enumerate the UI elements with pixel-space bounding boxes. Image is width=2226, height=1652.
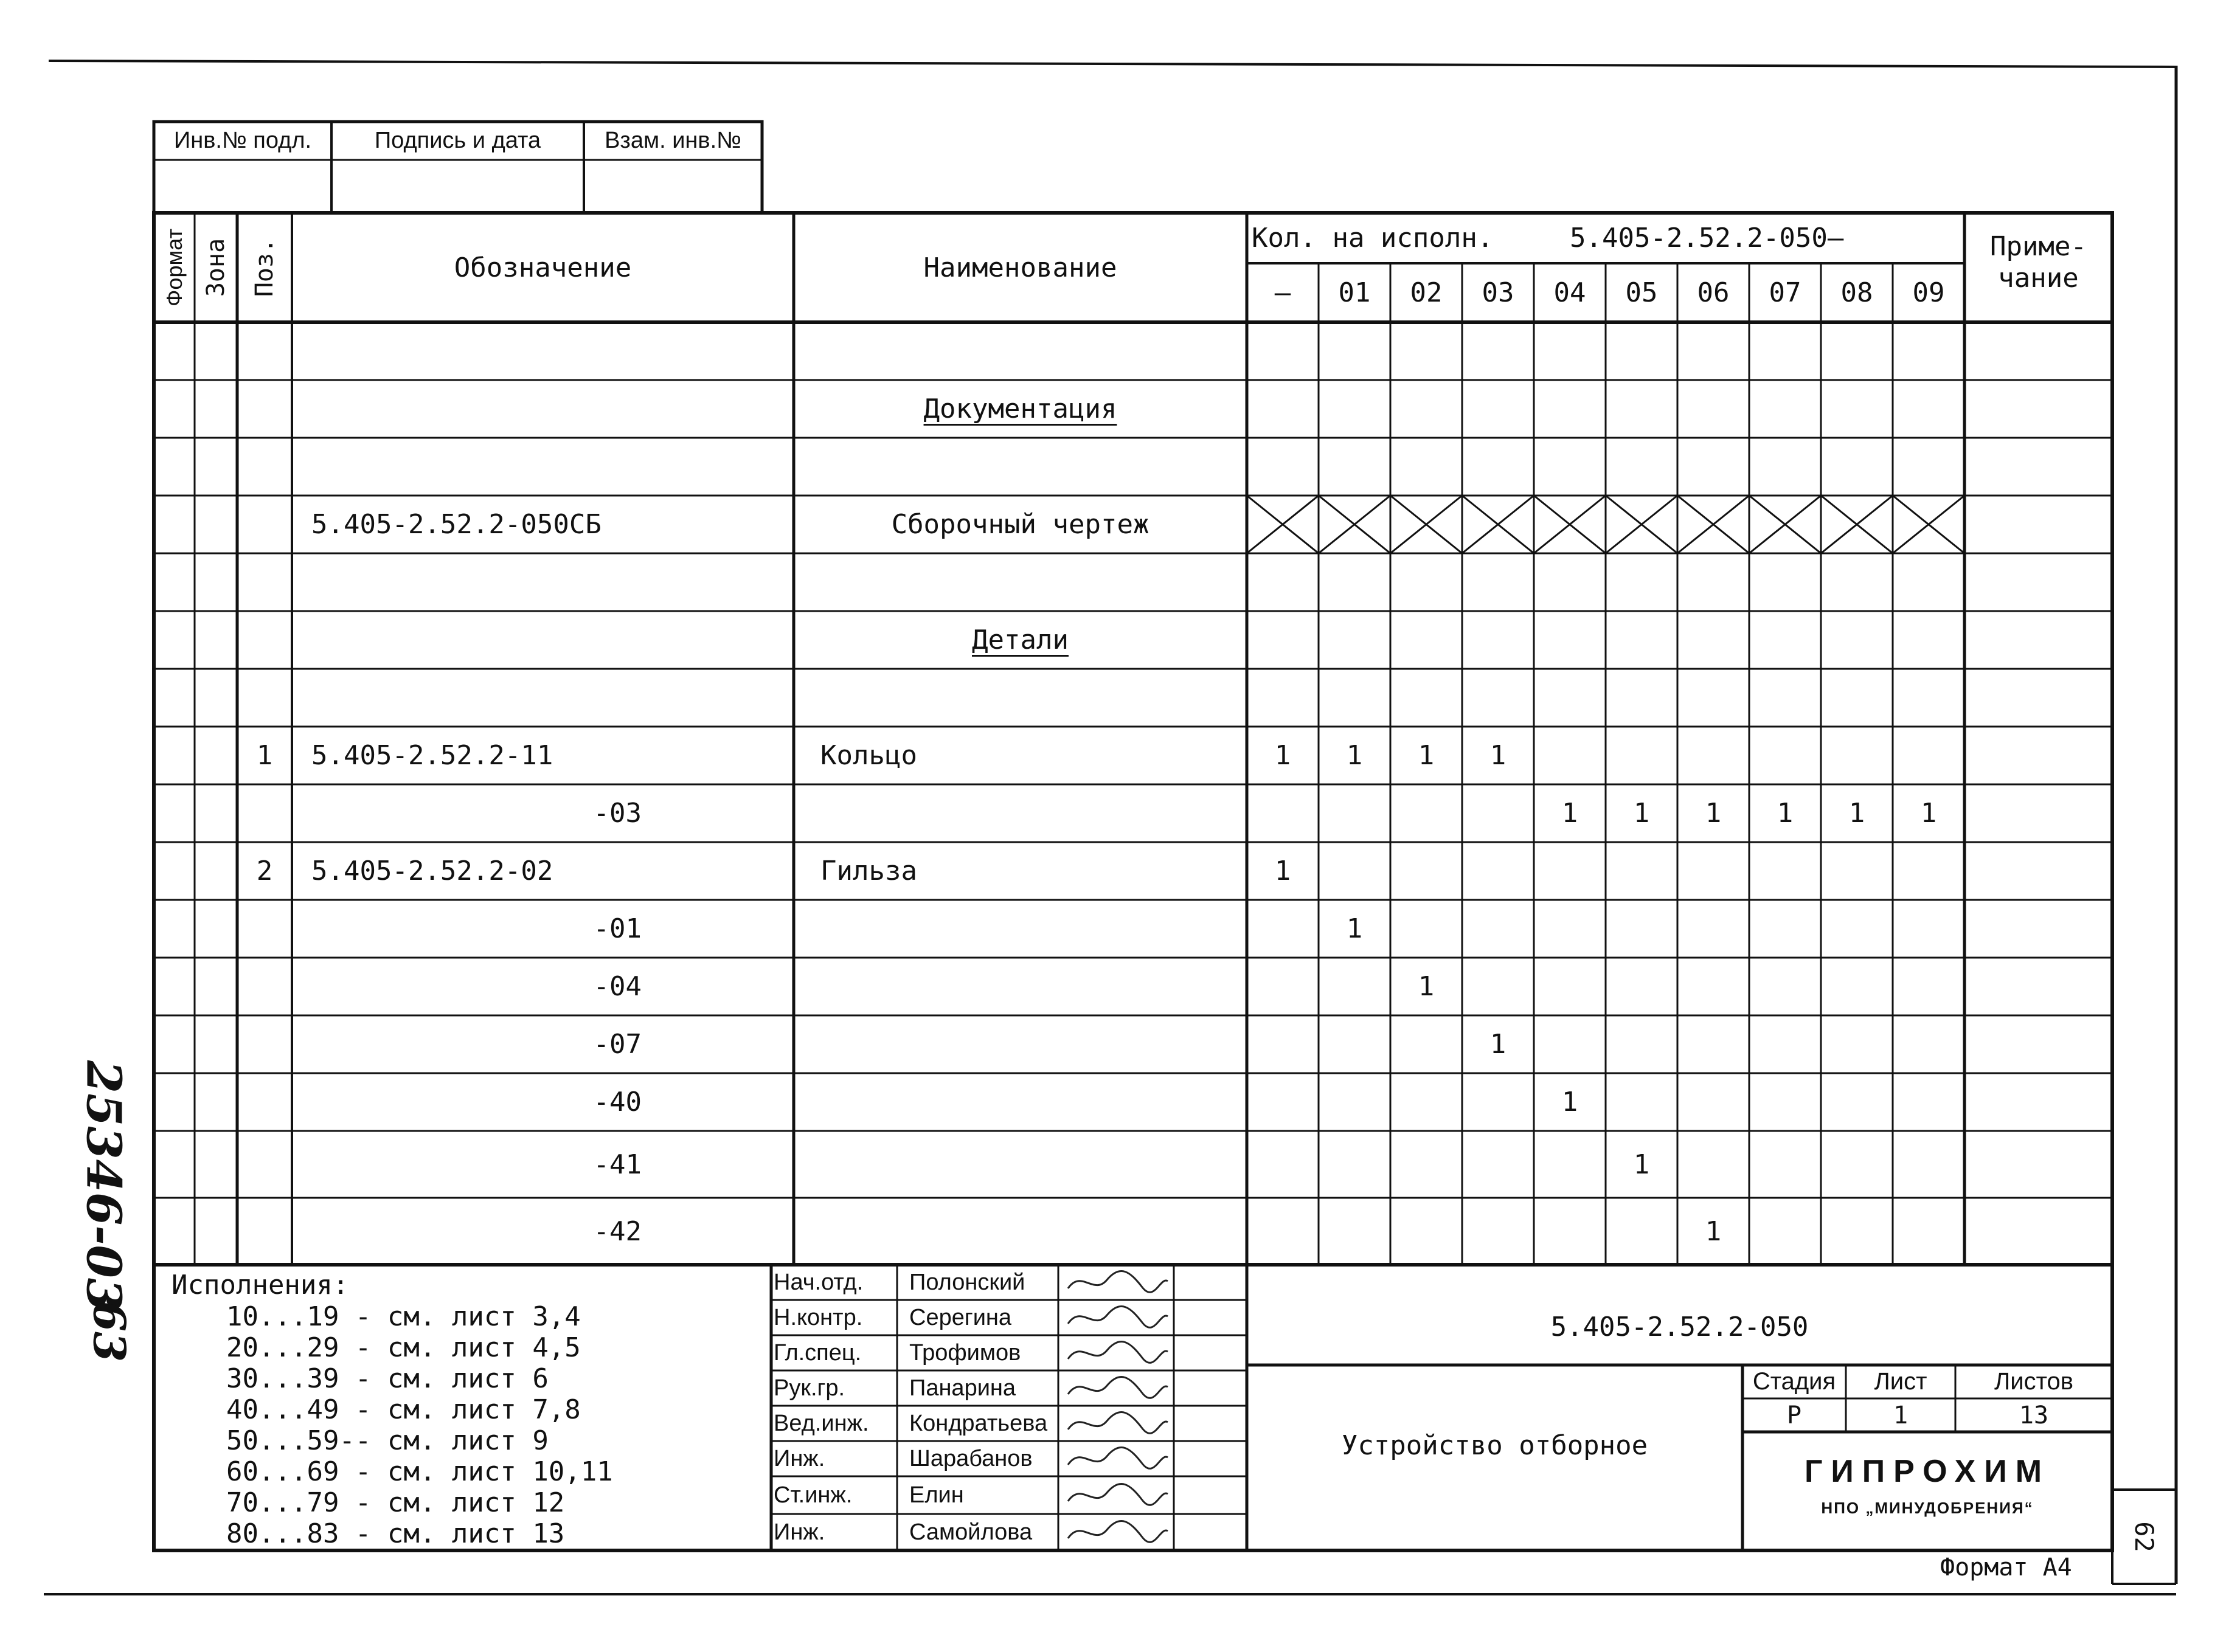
row-qty-cell bbox=[1462, 380, 1534, 438]
row-qty-cell bbox=[1319, 553, 1390, 611]
row-qty-cell bbox=[1749, 900, 1821, 958]
kol-header-label: Кол. на исполн. bbox=[1252, 223, 1494, 254]
row-qty-cell bbox=[1606, 1073, 1677, 1131]
ispolneniya-line: 50...59-- см. лист 9 bbox=[226, 1425, 549, 1456]
row-qty-cell bbox=[1893, 842, 1964, 900]
signature-mark bbox=[1063, 1408, 1173, 1439]
row-qty-cell bbox=[1749, 669, 1821, 727]
variant-header-09: 09 bbox=[1912, 277, 1945, 308]
row-qty-cell bbox=[1247, 322, 1319, 380]
row-qty-cell bbox=[1462, 900, 1534, 958]
row-qty-cell bbox=[1462, 1131, 1534, 1198]
row-qty-cell bbox=[1462, 611, 1534, 669]
row-qty-cell bbox=[1677, 842, 1749, 900]
signature-name: Серегина bbox=[909, 1304, 1012, 1330]
row-oboznachenie bbox=[292, 553, 794, 611]
row-qty-cell bbox=[1606, 1015, 1677, 1073]
row-qty-cell: 1 bbox=[1705, 1215, 1722, 1247]
row-qty-cell bbox=[1749, 438, 1821, 496]
row-qty-cell bbox=[1534, 900, 1606, 958]
row-qty-cell bbox=[1749, 611, 1821, 669]
row-naimenovanie bbox=[794, 669, 1247, 727]
row-qty-cell bbox=[1390, 380, 1462, 438]
row-qty-cell: 1 bbox=[1346, 740, 1363, 771]
row-qty-cell bbox=[1893, 958, 1964, 1015]
row-qty-cell bbox=[1749, 380, 1821, 438]
row-qty-cell bbox=[1821, 496, 1893, 553]
row-qty-cell bbox=[1606, 842, 1677, 900]
poz-header bbox=[237, 213, 292, 322]
primechanie-header bbox=[1964, 231, 2112, 294]
row-oboznachenie: -40 bbox=[593, 1087, 642, 1118]
row-qty-cell bbox=[1821, 1015, 1893, 1073]
row-naimenovanie bbox=[794, 958, 1247, 1015]
row-naimenovanie bbox=[794, 322, 1247, 380]
row-poz bbox=[237, 496, 292, 553]
row-qty-cell bbox=[1606, 322, 1677, 380]
ispolneniya-line: 40...49 - см. лист 7,8 bbox=[226, 1394, 581, 1425]
row-qty-cell bbox=[1390, 784, 1462, 842]
row-poz bbox=[237, 669, 292, 727]
row-qty-cell bbox=[1534, 322, 1606, 380]
row-qty-cell: 1 bbox=[1920, 798, 1937, 829]
handwritten-code: 25346-03 bbox=[75, 1060, 131, 1312]
row-qty-cell bbox=[1893, 322, 1964, 380]
variant-header-03: 03 bbox=[1482, 277, 1514, 308]
row-qty-cell bbox=[1247, 900, 1319, 958]
row-qty-cell bbox=[1319, 438, 1390, 496]
primechanie-label-2: чание bbox=[1998, 263, 2079, 294]
row-qty-cell bbox=[1319, 842, 1390, 900]
row-qty-cell bbox=[1390, 1198, 1462, 1265]
row-qty-cell bbox=[1821, 1198, 1893, 1265]
row-poz: 2 bbox=[256, 855, 273, 886]
row-qty-cell bbox=[1247, 553, 1319, 611]
row-poz bbox=[237, 553, 292, 611]
row-qty-cell bbox=[1462, 958, 1534, 1015]
signature-mark bbox=[1063, 1302, 1173, 1333]
row-qty-cell bbox=[1247, 1131, 1319, 1198]
signature-role: Инж. bbox=[774, 1445, 825, 1471]
signature-role: Инж. bbox=[774, 1519, 825, 1545]
signature-name: Елин bbox=[909, 1482, 964, 1508]
row-qty-cell bbox=[1462, 842, 1534, 900]
variant-header-06: 06 bbox=[1697, 277, 1730, 308]
zona-header bbox=[195, 213, 237, 322]
primechanie-label-1: Приме- bbox=[1990, 231, 2087, 262]
row-poz: 1 bbox=[256, 740, 273, 771]
podpis-label: Подпись и дата bbox=[374, 128, 541, 153]
signature-mark bbox=[1063, 1443, 1173, 1474]
row-qty-cell bbox=[1749, 958, 1821, 1015]
row-oboznachenie: -41 bbox=[593, 1149, 642, 1180]
row-qty-cell bbox=[1606, 380, 1677, 438]
variant-header-02: 02 bbox=[1410, 277, 1443, 308]
row-qty-cell bbox=[1749, 1131, 1821, 1198]
row-qty-cell bbox=[1319, 1198, 1390, 1265]
row-qty-cell bbox=[1677, 669, 1749, 727]
listov-value: 13 bbox=[2019, 1401, 2049, 1429]
row-qty-cell bbox=[1319, 1015, 1390, 1073]
row-qty-cell bbox=[1749, 1198, 1821, 1265]
row-qty-cell: 1 bbox=[1418, 971, 1435, 1002]
naimenovanie-header: Наименование bbox=[923, 252, 1117, 283]
row-qty-cell: 1 bbox=[1418, 740, 1435, 771]
variant-header-07: 07 bbox=[1769, 277, 1801, 308]
signature-role: Вед.инж. bbox=[774, 1410, 869, 1436]
row-qty-cell bbox=[1390, 1131, 1462, 1198]
row-qty-cell bbox=[1821, 438, 1893, 496]
row-oboznachenie: -03 bbox=[593, 798, 642, 829]
row-qty-cell bbox=[1390, 438, 1462, 496]
stadiya-value: Р bbox=[1786, 1401, 1802, 1429]
row-qty-cell: 1 bbox=[1489, 1029, 1507, 1060]
row-qty-cell bbox=[1677, 900, 1749, 958]
row-qty-cell bbox=[1534, 669, 1606, 727]
ispolneniya-line: 20...29 - см. лист 4,5 bbox=[226, 1332, 581, 1363]
ispolneniya-line: 70...79 - см. лист 12 bbox=[226, 1487, 565, 1518]
row-qty-cell bbox=[1677, 727, 1749, 784]
row-qty-cell bbox=[1821, 727, 1893, 784]
row-naimenovanie bbox=[794, 1015, 1247, 1073]
row-poz bbox=[237, 1073, 292, 1131]
row-qty-cell bbox=[1749, 553, 1821, 611]
row-qty-cell bbox=[1893, 380, 1964, 438]
row-poz bbox=[237, 958, 292, 1015]
row-qty-cell bbox=[1749, 1015, 1821, 1073]
row-qty-cell: 1 bbox=[1561, 1087, 1578, 1118]
row-qty-cell bbox=[1247, 958, 1319, 1015]
row-qty-cell bbox=[1677, 496, 1749, 553]
row-qty-cell bbox=[1821, 900, 1893, 958]
stadiya-label: Стадия bbox=[1752, 1368, 1836, 1395]
doc-code: 5.405-2.52.2-050 bbox=[1550, 1312, 1809, 1343]
row-qty-cell bbox=[1606, 958, 1677, 1015]
row-oboznachenie: -42 bbox=[593, 1215, 642, 1247]
row-qty-cell bbox=[1319, 380, 1390, 438]
row-qty-cell bbox=[1319, 611, 1390, 669]
row-qty-cell bbox=[1462, 669, 1534, 727]
row-qty-cell bbox=[1893, 553, 1964, 611]
row-qty-cell bbox=[1390, 553, 1462, 611]
row-qty-cell bbox=[1606, 669, 1677, 727]
signature-role: Н.контр. bbox=[774, 1304, 863, 1330]
poz-label: Поз. bbox=[251, 238, 279, 297]
format-label: Формат bbox=[161, 229, 187, 306]
ispolneniya-list bbox=[226, 1301, 613, 1549]
row-qty-cell bbox=[1462, 1198, 1534, 1265]
row-qty-cell bbox=[1606, 438, 1677, 496]
row-oboznachenie: -04 bbox=[593, 971, 642, 1002]
vzam-label: Взам. инв.№ bbox=[605, 128, 741, 153]
variant-header-05: 05 bbox=[1625, 277, 1658, 308]
row-qty-cell bbox=[1534, 380, 1606, 438]
signature-role: Ст.инж. bbox=[774, 1482, 853, 1508]
row-oboznachenie: 5.405-2.52.2-02 bbox=[311, 855, 553, 886]
row-qty-cell bbox=[1677, 611, 1749, 669]
ispolneniya-line: 80...83 - см. лист 13 bbox=[226, 1518, 565, 1549]
doc-name: Устройство отборное bbox=[1341, 1430, 1648, 1461]
row-oboznachenie bbox=[292, 380, 794, 438]
row-qty-cell bbox=[1677, 380, 1749, 438]
row-qty-cell bbox=[1462, 553, 1534, 611]
row-qty-cell bbox=[1749, 322, 1821, 380]
row-qty-cell: 1 bbox=[1633, 1149, 1650, 1180]
row-naimenovanie bbox=[794, 438, 1247, 496]
row-qty-cell bbox=[1247, 496, 1319, 553]
variant-header-01: 01 bbox=[1338, 277, 1371, 308]
row-qty-cell bbox=[1319, 1073, 1390, 1131]
row-qty-cell bbox=[1677, 1015, 1749, 1073]
row-poz bbox=[237, 784, 292, 842]
row-qty-cell bbox=[1749, 727, 1821, 784]
row-qty-cell: 1 bbox=[1274, 855, 1291, 886]
row-qty-cell bbox=[1390, 842, 1462, 900]
row-qty-cell bbox=[1319, 1131, 1390, 1198]
listov-label: Листов bbox=[1994, 1368, 2073, 1395]
row-qty-cell bbox=[1247, 380, 1319, 438]
row-qty-cell bbox=[1390, 669, 1462, 727]
row-naimenovanie: Документация bbox=[923, 393, 1117, 424]
row-naimenovanie: Гильза bbox=[820, 855, 917, 886]
page-number-box bbox=[2112, 1490, 2176, 1584]
row-qty-cell: 1 bbox=[1274, 740, 1291, 771]
row-qty-cell: 1 bbox=[1489, 740, 1507, 771]
oboznachenie-header: Обозначение bbox=[454, 252, 632, 283]
row-oboznachenie bbox=[292, 611, 794, 669]
row-oboznachenie bbox=[292, 322, 794, 380]
row-qty-cell bbox=[1893, 1198, 1964, 1265]
ispolneniya-line: 60...69 - см. лист 10,11 bbox=[226, 1456, 613, 1487]
row-qty-cell: 1 bbox=[1848, 798, 1865, 829]
row-poz bbox=[237, 611, 292, 669]
row-qty-cell bbox=[1677, 322, 1749, 380]
row-qty-cell: 1 bbox=[1705, 798, 1722, 829]
row-qty-cell bbox=[1677, 958, 1749, 1015]
signature-mark bbox=[1063, 1478, 1173, 1512]
signature-mark bbox=[1063, 1337, 1173, 1369]
row-qty-cell bbox=[1893, 1015, 1964, 1073]
signature-mark bbox=[1063, 1372, 1173, 1404]
row-qty-cell bbox=[1534, 611, 1606, 669]
kol-header-code: 5.405-2.52.2-050– bbox=[1570, 223, 1844, 254]
row-naimenovanie bbox=[794, 1073, 1247, 1131]
variant-header-08: 08 bbox=[1840, 277, 1873, 308]
row-qty-cell bbox=[1319, 322, 1390, 380]
row-qty-cell bbox=[1247, 1073, 1319, 1131]
row-qty-cell bbox=[1247, 611, 1319, 669]
row-qty-cell bbox=[1606, 900, 1677, 958]
row-oboznachenie: 5.405-2.52.2-11 bbox=[311, 740, 553, 771]
row-qty-cell bbox=[1893, 900, 1964, 958]
row-qty-cell bbox=[1247, 669, 1319, 727]
signature-name: Панарина bbox=[909, 1375, 1016, 1401]
row-qty-cell bbox=[1749, 496, 1821, 553]
signature-mark bbox=[1063, 1516, 1173, 1549]
list-value: 1 bbox=[1893, 1401, 1909, 1429]
row-oboznachenie bbox=[292, 669, 794, 727]
row-qty-cell bbox=[1247, 1015, 1319, 1073]
list-label: Лист bbox=[1874, 1368, 1927, 1395]
signature-name: Кондратьева bbox=[909, 1410, 1048, 1436]
row-qty-cell: 1 bbox=[1346, 913, 1363, 944]
row-qty-cell bbox=[1893, 727, 1964, 784]
zona-label: Зона bbox=[202, 238, 231, 297]
row-qty-cell bbox=[1534, 958, 1606, 1015]
row-qty-cell bbox=[1893, 1073, 1964, 1131]
row-qty-cell bbox=[1821, 380, 1893, 438]
row-poz bbox=[237, 1131, 292, 1198]
row-qty-cell: 1 bbox=[1561, 798, 1578, 829]
row-poz bbox=[237, 380, 292, 438]
row-qty-cell bbox=[1606, 727, 1677, 784]
row-qty-cell bbox=[1247, 438, 1319, 496]
row-qty-cell bbox=[1677, 1131, 1749, 1198]
row-qty-cell bbox=[1606, 1198, 1677, 1265]
row-poz bbox=[237, 900, 292, 958]
row-qty-cell bbox=[1534, 496, 1606, 553]
signature-name: Трофимов bbox=[909, 1339, 1021, 1366]
format-footer: Формат А4 bbox=[1940, 1554, 2072, 1581]
row-qty-cell bbox=[1319, 669, 1390, 727]
row-qty-cell bbox=[1606, 496, 1677, 553]
row-qty-cell bbox=[1893, 438, 1964, 496]
row-qty-cell bbox=[1821, 1073, 1893, 1131]
row-qty-cell bbox=[1390, 1015, 1462, 1073]
page-number: 62 bbox=[2129, 1521, 2159, 1552]
signature-name: Шарабанов bbox=[909, 1445, 1033, 1471]
row-qty-cell bbox=[1821, 611, 1893, 669]
row-qty-cell bbox=[1893, 1131, 1964, 1198]
row-qty-cell bbox=[1606, 553, 1677, 611]
row-naimenovanie bbox=[794, 900, 1247, 958]
row-naimenovanie: Сборочный чертеж bbox=[891, 509, 1149, 540]
row-qty-cell bbox=[1390, 611, 1462, 669]
row-qty-cell bbox=[1821, 842, 1893, 900]
signature-role: Рук.гр. bbox=[774, 1375, 845, 1401]
row-qty-cell bbox=[1390, 322, 1462, 380]
row-qty-cell bbox=[1462, 322, 1534, 380]
row-naimenovanie bbox=[794, 1131, 1247, 1198]
row-qty-cell bbox=[1247, 784, 1319, 842]
row-qty-cell bbox=[1534, 438, 1606, 496]
format-header bbox=[154, 213, 195, 322]
row-qty-cell bbox=[1893, 669, 1964, 727]
row-naimenovanie bbox=[794, 1198, 1247, 1265]
row-oboznachenie bbox=[292, 438, 794, 496]
row-qty-cell bbox=[1821, 1131, 1893, 1198]
ispolneniya-line: 10...19 - см. лист 3,4 bbox=[226, 1301, 581, 1332]
signature-role: Гл.спец. bbox=[774, 1339, 862, 1366]
org-name: ГИПРОХИМ bbox=[1804, 1454, 2051, 1489]
row-poz bbox=[237, 438, 292, 496]
row-qty-cell bbox=[1534, 1015, 1606, 1073]
row-qty-cell bbox=[1534, 1131, 1606, 1198]
row-qty-cell bbox=[1319, 784, 1390, 842]
row-qty-cell bbox=[1390, 1073, 1462, 1131]
row-qty-cell bbox=[1534, 553, 1606, 611]
row-qty-cell bbox=[1893, 496, 1964, 553]
row-naimenovanie bbox=[794, 553, 1247, 611]
signature-role: Нач.отд. bbox=[774, 1269, 864, 1295]
row-qty-cell bbox=[1319, 958, 1390, 1015]
row-qty-cell bbox=[1247, 1198, 1319, 1265]
row-qty-cell bbox=[1462, 438, 1534, 496]
row-oboznachenie: -07 bbox=[593, 1029, 642, 1060]
row-naimenovanie: Детали bbox=[972, 624, 1069, 655]
ispolneniya-line: 30...39 - см. лист 6 bbox=[226, 1363, 549, 1394]
row-qty-cell bbox=[1462, 496, 1534, 553]
signature-name: Самойлова bbox=[909, 1519, 1033, 1545]
row-qty-cell: 1 bbox=[1633, 798, 1650, 829]
row-oboznachenie: -01 bbox=[593, 913, 642, 944]
signature-name: Полонский bbox=[909, 1269, 1025, 1295]
signature-mark bbox=[1063, 1267, 1173, 1298]
row-qty-cell bbox=[1390, 900, 1462, 958]
row-qty-cell: 1 bbox=[1777, 798, 1794, 829]
row-qty-cell bbox=[1821, 669, 1893, 727]
ispolneniya-title: Исполнения: bbox=[172, 1270, 349, 1301]
variant-header-04: 04 bbox=[1553, 277, 1586, 308]
row-qty-cell bbox=[1749, 1073, 1821, 1131]
variant-header-base: – bbox=[1274, 277, 1291, 308]
row-qty-cell bbox=[1821, 322, 1893, 380]
row-qty-cell bbox=[1462, 784, 1534, 842]
row-qty-cell bbox=[1677, 553, 1749, 611]
row-qty-cell bbox=[1390, 496, 1462, 553]
row-poz bbox=[237, 1015, 292, 1073]
row-qty-cell bbox=[1893, 611, 1964, 669]
row-poz bbox=[237, 322, 292, 380]
row-naimenovanie bbox=[794, 784, 1247, 842]
row-qty-cell bbox=[1677, 438, 1749, 496]
inv-podl-label: Инв.№ подл. bbox=[173, 128, 312, 153]
handwritten-page: 63 bbox=[83, 1301, 136, 1363]
row-qty-cell bbox=[1462, 1073, 1534, 1131]
row-qty-cell bbox=[1534, 842, 1606, 900]
row-poz bbox=[237, 1198, 292, 1265]
row-qty-cell bbox=[1319, 496, 1390, 553]
row-naimenovanie: Кольцо bbox=[820, 740, 917, 771]
row-qty-cell bbox=[1534, 727, 1606, 784]
row-qty-cell bbox=[1749, 842, 1821, 900]
row-oboznachenie: 5.405-2.52.2-050СБ bbox=[311, 509, 602, 540]
row-qty-cell bbox=[1821, 553, 1893, 611]
row-qty-cell bbox=[1606, 611, 1677, 669]
org-subtitle: НПО „МИНУДОБРЕНИЯ“ bbox=[1821, 1498, 2034, 1517]
row-qty-cell bbox=[1821, 958, 1893, 1015]
row-qty-cell bbox=[1534, 1198, 1606, 1265]
row-qty-cell bbox=[1677, 1073, 1749, 1131]
